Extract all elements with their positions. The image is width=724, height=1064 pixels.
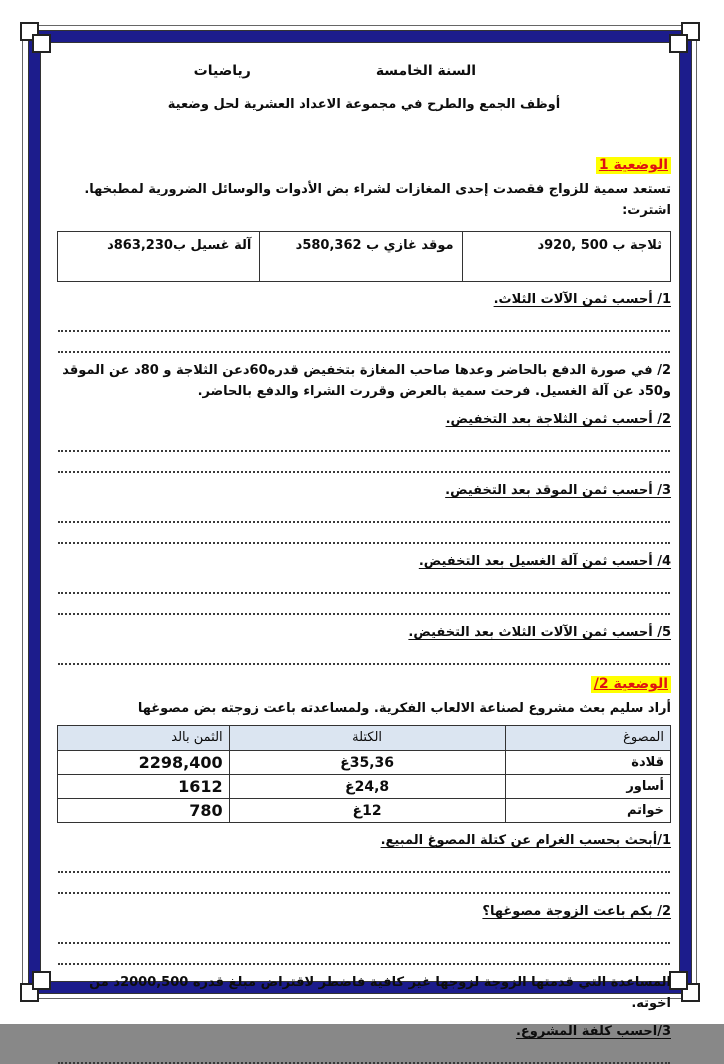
situation1-question-2: 2/ أحسب ثمن الثلاجة بعد التخفيض. [445, 412, 671, 427]
worksheet-content [57, 60, 671, 1064]
situation2-paragraph: المساعدة التي قدمتها الزوجة لزوجها غير كافية فاضطر لاقتراض مبلغ قدره 2000,500د من اخوته. [89, 975, 671, 1011]
corner-square-icon [32, 971, 51, 990]
answer-dotted-line [58, 439, 670, 452]
header-price: الثمن بالد [58, 726, 230, 751]
cell-stove-price: موقد غازي ب 580,362د [260, 232, 462, 282]
cell-necklace: قلادة [505, 751, 671, 775]
cell-rings: خواتم [505, 799, 671, 823]
cell-fridge-price: ثلاجة ب ‎920, 500‎د [462, 232, 670, 282]
border-corner-bottom-left [19, 967, 55, 1003]
answer-dotted-line [58, 1051, 670, 1064]
table-header-row [58, 726, 671, 751]
answer-dotted-line [58, 931, 670, 944]
situation2-question-3: 3/احسب كلفة المشروع. [515, 1024, 671, 1039]
answer-dotted-line [58, 602, 670, 615]
border-corner-top-left [19, 21, 55, 57]
header-jewel: المصوغ [505, 726, 671, 751]
cell-rings-price: 780 [58, 799, 230, 823]
table-row [58, 775, 671, 799]
situation2-question-1: 1/أبحث بحسب الغرام عن كتلة المصوغ المبيع. [380, 833, 671, 848]
situation2-question-2: 2/ بكم باعت الزوجة مصوغها؟ [482, 904, 671, 919]
situation1-question-5: 5/ أحسب ثمن الآلات الثلاث بعد التخفيض. [408, 625, 671, 640]
answer-dotted-line [58, 652, 670, 665]
subject-label: رياضيات [193, 63, 251, 79]
answer-dotted-line [58, 952, 670, 965]
corner-square-icon [669, 34, 688, 53]
situation1-intro: تستعد سمية للزواج فقصدت إحدى المغازات لشراء بض الأدوات والوسائل الضرورية لمطبخها. اشترت: [84, 182, 671, 218]
cell-bracelets: أساور [505, 775, 671, 799]
document-header [57, 60, 671, 82]
cell-necklace-mass: 35,36غ [229, 751, 505, 775]
situation2-title: الوضعية 2/ [591, 676, 671, 693]
situation1-title: الوضعية 1 [596, 157, 671, 174]
competency-line: أوظف الجمع والطرح في مجموعة الاعداد العشرية لحل وضعية [167, 97, 561, 112]
answer-dotted-line [58, 881, 670, 894]
jewelry-table [57, 725, 671, 823]
cell-washer-price: آلة غسيل ب863,230د [58, 232, 260, 282]
cell-necklace-price: 2298,400 [58, 751, 230, 775]
answer-dotted-line [58, 319, 670, 332]
situation1-question-3: 3/ أحسب ثمن الموقد بعد التخفيض. [445, 483, 671, 498]
situation2-intro: أراد سليم بعث مشروع لصناعة الالعاب الفكرية. ولمساعدته باعت زوجته بض مصوغها [137, 701, 671, 716]
corner-square-icon [32, 34, 51, 53]
cell-bracelets-price: 1612 [58, 775, 230, 799]
table-row [58, 799, 671, 823]
cell-bracelets-mass: 24,8غ [229, 775, 505, 799]
situation2-title-row [57, 673, 671, 696]
situation1-question-1: 1/ أحسب ثمن الآلات الثلاث. [493, 292, 671, 307]
header-mass: الكتلة [229, 726, 505, 751]
answer-dotted-line [58, 860, 670, 873]
situation1-question-4: 4/ أحسب ثمن آلة الغسيل بعد التخفيض. [418, 554, 671, 569]
answer-dotted-line [58, 460, 670, 473]
cell-rings-mass: 12غ [229, 799, 505, 823]
situation1-title-row [57, 154, 671, 177]
answer-dotted-line [58, 531, 670, 544]
grade-label: السنة الخامسة [375, 63, 476, 79]
answer-dotted-line [58, 510, 670, 523]
answer-dotted-line [58, 340, 670, 353]
situation1-paragraph2: 2/ في صورة الدفع بالحاضر وعدها صاحب المغازة بتخفيض قدره60دعن الثلاجة و 80د عن الموقد و50د عن آلة الغسيل. فرحت سمية بالعرض وقررت الشراء والدفع بالحاضر. [62, 363, 671, 399]
answer-dotted-line [58, 581, 670, 594]
corner-square-icon [669, 971, 688, 990]
items-price-table [57, 231, 671, 282]
border-corner-top-right [665, 21, 701, 57]
table-row [58, 232, 671, 282]
table-row [58, 751, 671, 775]
